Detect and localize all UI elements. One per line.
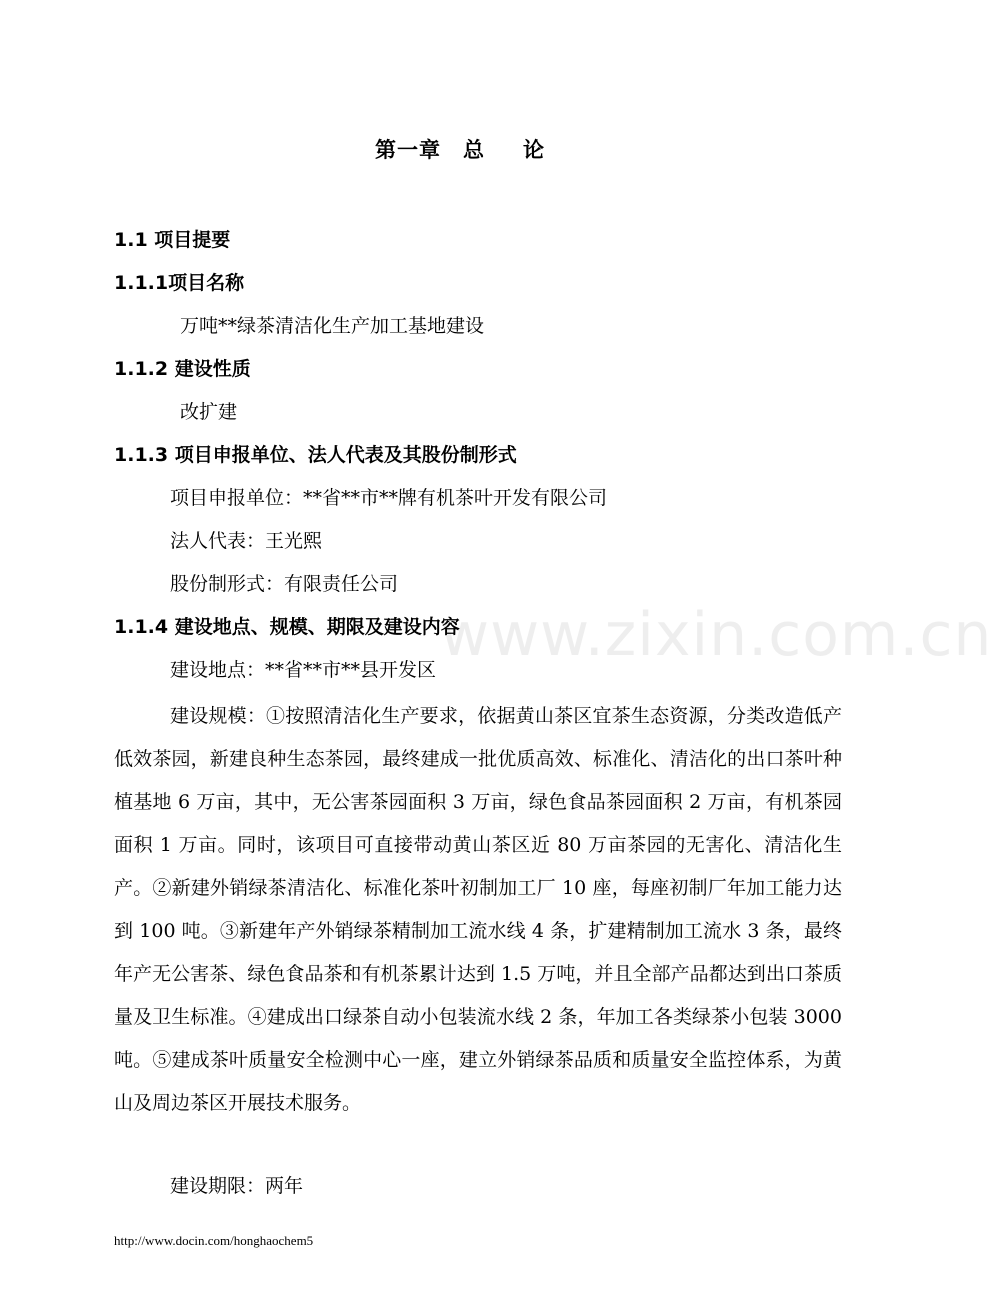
construction-period-text: 建设期限：两年 [170, 1175, 304, 1197]
section-heading-1-1-1: 1.1.1项目名称 [114, 272, 245, 294]
footer-url: http://www.docin.com/honghaochem5 [114, 1233, 314, 1248]
construction-nature-text: 改扩建 [180, 401, 238, 423]
construction-scale-paragraph: 建设规模：①按照清洁化生产要求，依据黄山茶区宜茶生态资源，分类改造低产低效茶园，新建良种生态茶园，最终建成一批优质高效、标准化、清洁化的出口茶叶种植基地 6 万亩，其中，无公害茶园面积 3 万亩，绿色食品茶园面积 2 万亩，有机茶园面积 1 万亩。同时，该项目可直接带动黄山茶区近 80 万亩茶园的无害化、清洁化生产。②新建外销绿茶清洁化、标准化茶叶初制加工厂 10 座，每座初制厂年加工能力达到 100 吨。③新建年产外销绿茶精制加工流水线 4 条，扩建精制加工流水 3 条，最终年产无公害茶、绿色食品茶和有机茶累计达到 1.5 万吨，并且全部产品都达到出口茶质量及卫生标准。④建成出口绿茶自动小包装流水线 2 条，年加工各类绿茶小包装 3000 吨。⑤建成茶叶质量安全检测中心一座，建立外销绿茶品质和质量安全监控体系，为黄山及周边茶区开展技术服务。 [114, 705, 842, 1114]
section-heading-1-1-4: 1.1.4 建设地点、规模、期限及建设内容 [114, 616, 460, 638]
chapter-number: 第一章 [375, 138, 441, 162]
applicant-unit-text: 项目申报单位：**省**市**牌有机茶叶开发有限公司 [170, 487, 608, 509]
chapter-title [0, 134, 920, 164]
section-heading-1-1: 1.1 项目提要 [114, 229, 231, 251]
section-heading-1-1-2: 1.1.2 建设性质 [114, 358, 251, 380]
project-name-text: 万吨**绿茶清洁化生产加工基地建设 [180, 315, 485, 337]
section-heading-1-1-3: 1.1.3 项目申报单位、法人代表及其股份制形式 [114, 444, 517, 466]
chapter-title-char-2: 论 [523, 138, 545, 162]
ownership-form-text: 股份制形式：有限责任公司 [170, 573, 399, 595]
legal-representative-text: 法人代表：王光熙 [170, 530, 323, 552]
construction-location-text: 建设地点：**省**市**县开发区 [170, 659, 437, 681]
chapter-title-char-1: 总 [463, 138, 485, 162]
watermark: www.zixin.com.cn [440, 600, 992, 670]
